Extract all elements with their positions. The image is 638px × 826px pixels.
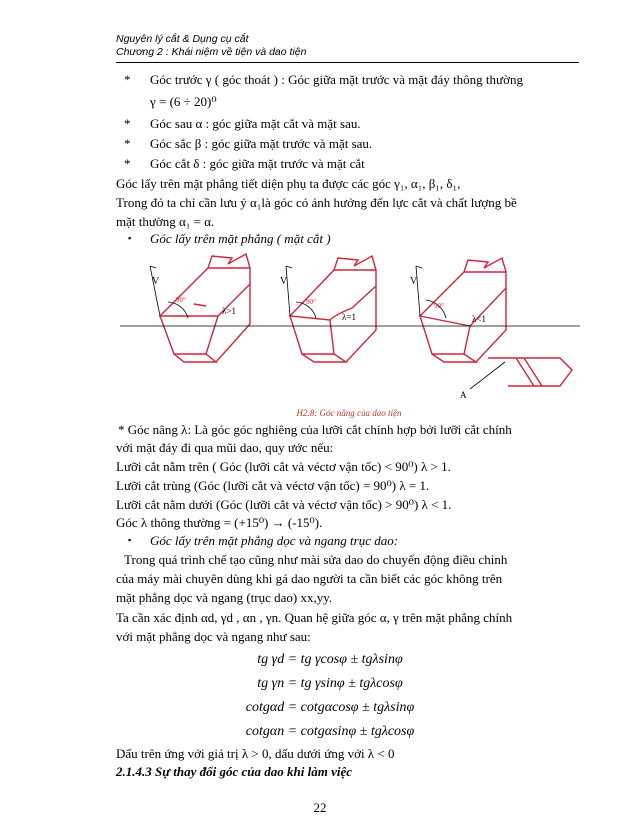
angle-label: 90°: [176, 296, 186, 304]
header-title: Nguyên lý cắt & Dụng cụ cắt: [116, 33, 249, 45]
edge-coincide-line: Lưỡi cắt trùng (Góc (lưỡi cắt và véctơ vận tốc) = 90⁰) λ = 1.: [116, 478, 430, 493]
equation-2: tg γn = tg γsinφ ± tgλcosφ: [257, 676, 403, 691]
lambda-greater-label: λ>1: [222, 306, 236, 316]
lambda-less-label: λ<1: [472, 314, 486, 324]
velocity-label: V: [152, 276, 160, 287]
sign-note: Dấu trên ứng với giá trị λ > 0, dấu dưới ứng với λ < 0: [116, 746, 395, 761]
tool-angle-figure: [120, 244, 580, 409]
star-marker: *: [124, 72, 131, 87]
tool-drawing-1: [160, 254, 250, 362]
note-line: Trong đó ta chỉ cần lưu ý α₁là góc có ảnh hưởng đến lực cắt và chất lượng bề: [116, 195, 517, 210]
reference-lines: [120, 266, 580, 389]
subsection-heading: 2.1.4.3 Sự thay đổi góc của dao khi làm việc: [116, 764, 352, 779]
section-heading-plane: Góc lấy trên mặt phẳng ( mặt cắt ): [150, 231, 331, 246]
inclination-convention: với mặt đáy đi qua mũi dao, quy ước nếu:: [116, 440, 334, 455]
grinding-paragraph-2: của máy mài chuyên dùng khi gá dao người ta cần biết các góc không trên: [116, 571, 503, 586]
relation-line-2: với mặt phẳng dọc và ngang như sau:: [116, 629, 311, 644]
edge-above-line: Lưỡi cắt nằm trên ( Góc (lưỡi cắt và véctơ vận tốc) < 90⁰) λ > 1.: [116, 459, 451, 474]
edge-below-line: Lưỡi cắt nằm dưới (Góc (lưỡi cắt và véctơ vận tốc) > 90⁰) λ < 1.: [116, 497, 452, 512]
bullet-marker: ▪: [128, 233, 132, 243]
header-rule: [116, 62, 579, 63]
tool-drawing-2: [290, 256, 376, 362]
note-line-end: mặt thường α₁ = α.: [116, 214, 215, 229]
lambda-equal-label: λ=1: [342, 312, 356, 322]
tool-drawing-3: [420, 258, 506, 362]
relation-line: Ta cần xác định αd, γd , αn , γn. Quan hệ giữa góc α, γ trên mặt phẳng chính: [116, 610, 513, 625]
cutting-angle-line: Góc cắt δ : góc giữa mặt trước và mặt cắt: [150, 156, 365, 171]
tool-section-view: [488, 358, 572, 386]
section-heading-axes: Góc lấy trên mặt phẳng dọc và ngang trục dao:: [150, 533, 399, 548]
lambda-range-line: Góc λ thông thường = (+15⁰) → (-15⁰).: [116, 515, 323, 530]
inclination-angle-line: * Góc nâng λ: Là góc góc nghiêng của lưỡi cắt chính hợp bởi lưỡi cắt chính: [118, 422, 512, 437]
aux-section-line: Góc lấy trên mặt phẳng tiết diện phụ ta được các góc γ₁, α₁, β₁, δ₁,: [116, 176, 461, 191]
figure-caption: H2.8: Góc nâng của dao tiện: [296, 408, 402, 418]
grinding-paragraph: Trong quá trình chế tạo cũng như mài sửa dao do chuyển động điều chỉnh: [124, 552, 508, 567]
wedge-angle-line: Góc sắc β : góc giữa mặt trước và mặt sau.: [150, 136, 373, 151]
star-marker: *: [124, 116, 131, 131]
rake-angle-range: γ = (6 ÷ 20)⁰: [150, 94, 217, 109]
angle-label: 90°: [306, 298, 316, 306]
angle-label: 90°: [434, 302, 444, 310]
rake-angle-line: Góc trước γ ( góc thoát ) : Góc giữa mặt trước và mặt đáy thông thường: [150, 72, 523, 87]
equation-1: tg γd = tg γcosφ ± tgλsinφ: [257, 652, 403, 667]
equation-4: cotgαn = cotgαsinφ ± tgλcosφ: [245, 724, 415, 739]
equation-3: cotgαd = cotgαcosφ ± tgλsinφ: [245, 700, 415, 715]
clearance-angle-line: Góc sau α : góc giữa mặt cắt và mặt sau.: [150, 116, 361, 131]
point-a-label: A: [460, 390, 467, 400]
grinding-paragraph-3: mặt phẳng dọc và ngang (trục dao) xx,yy.: [116, 590, 333, 605]
page-number: 22: [313, 800, 327, 815]
bullet-marker: ▪: [128, 535, 132, 545]
velocity-label: V: [280, 276, 288, 287]
velocity-label: V: [410, 276, 418, 287]
header-chapter: Chương 2 : Khái niệm về tiện và dao tiện: [116, 46, 307, 58]
star-marker: *: [124, 136, 131, 151]
page-header: [116, 33, 578, 59]
star-marker: *: [124, 156, 131, 171]
